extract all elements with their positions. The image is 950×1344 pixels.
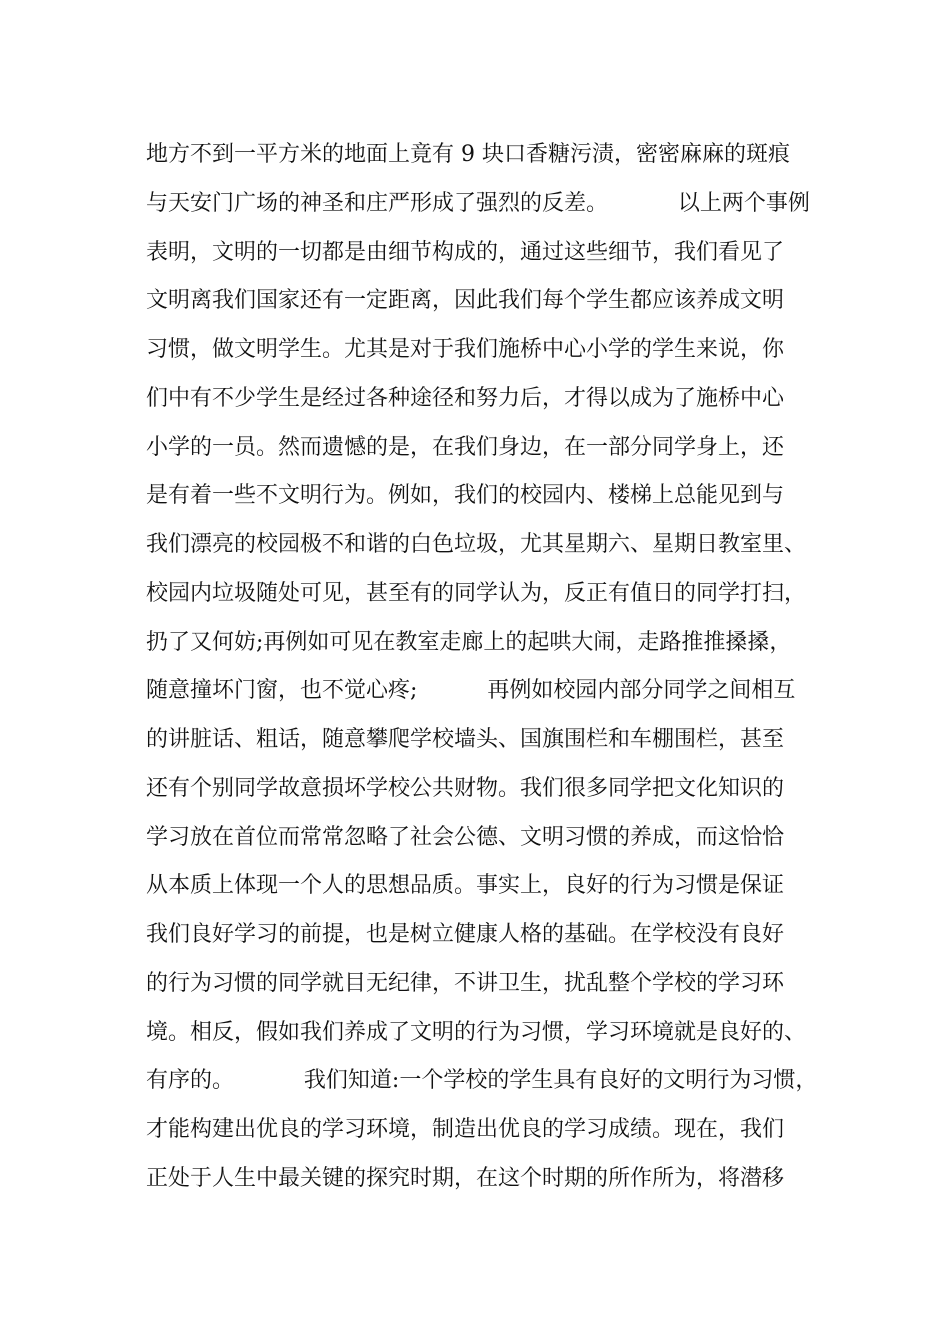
text-line: 文明离我们国家还有一定距离，因此我们每个学生都应该养成文明 — [146, 288, 785, 314]
text-line: 的行为习惯的同学就目无纪律，不讲卫生，扰乱整个学校的学习环 — [146, 970, 785, 996]
text-line: 们中有不少学生是经过各种途径和努力后，才得以成为了施桥中心 — [146, 385, 785, 411]
text-line: 地方不到一平方米的地面上竟有 9 块口香糖污渍，密密麻麻的斑痕 — [146, 142, 790, 167]
body-text — [146, 131, 816, 1204]
text-line: 随意撞坏门窗，也不觉心疼; 再例如校园内部分同学之间相互 — [146, 678, 796, 704]
text-line: 境。相反，假如我们养成了文明的行为习惯，学习环境就是良好的、 — [146, 1019, 807, 1045]
text-line: 小学的一员。然而遗憾的是，在我们身边，在一部分同学身上，还 — [146, 434, 785, 460]
text-line: 的讲脏话、粗话，随意攀爬学校墙头、国旗围栏和车棚围栏，甚至 — [146, 727, 785, 752]
text-line: 习惯，做文明学生。尤其是对于我们施桥中心小学的学生来说，你 — [146, 337, 785, 362]
text-line: 我们漂亮的校园极不和谐的白色垃圾，尤其星期六、星期日教室里、 — [146, 532, 807, 557]
text-line: 还有个别同学故意损坏学校公共财物。我们很多同学把文化知识的 — [146, 775, 785, 801]
text-line: 与天安门广场的神圣和庄严形成了强烈的反差。 以上两个事例 — [146, 190, 810, 216]
text-line: 学习放在首位而常常忽略了社会公德、文明习惯的养成，而这恰恰 — [146, 824, 785, 850]
text-line: 从本质上体现一个人的思想品质。事实上，良好的行为习惯是保证 — [146, 873, 785, 899]
text-line: 表明，文明的一切都是由细节构成的，通过这些细节，我们看见了 — [146, 239, 785, 265]
text-line: 才能构建出优良的学习环境，制造出优良的学习成绩。现在，我们 — [146, 1117, 785, 1142]
text-line: 校园内垃圾随处可见，甚至有的同学认为，反正有值日的同学打扫， — [146, 580, 807, 606]
text-line: 正处于人生中最关键的探究时期，在这个时期的所作所为，将潜移 — [146, 1165, 785, 1191]
text-line: 有序的。 我们知道:一个学校的学生具有良好的文明行为习惯， — [146, 1068, 818, 1094]
text-line: 我们良好学习的前提，也是树立健康人格的基础。在学校没有良好 — [146, 922, 785, 947]
text-line: 是有着一些不文明行为。例如，我们的校园内、楼梯上总能见到与 — [146, 483, 785, 509]
text-line: 扔了又何妨;再例如可见在教室走廊上的起哄大闹，走路推推搡搡， — [146, 629, 792, 655]
